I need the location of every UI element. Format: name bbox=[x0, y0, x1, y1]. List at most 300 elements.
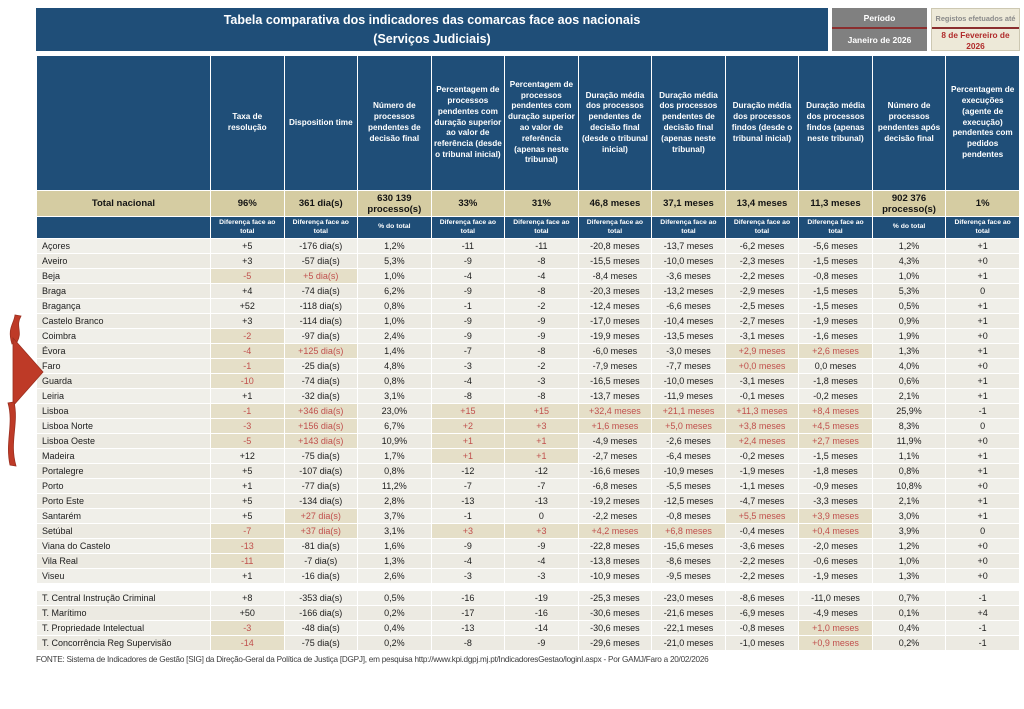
data-cell: +143 dia(s) bbox=[284, 434, 358, 449]
data-cell: +156 dia(s) bbox=[284, 419, 358, 434]
data-cell: -14 bbox=[505, 621, 579, 636]
data-cell: -1,5 meses bbox=[799, 254, 873, 269]
data-cell: -3 bbox=[505, 374, 579, 389]
subheader-cell: Diferença face ao total bbox=[578, 217, 652, 239]
table-row bbox=[37, 359, 1020, 374]
row-label: Faro bbox=[37, 359, 211, 374]
data-cell: -1 bbox=[431, 509, 505, 524]
data-cell: 4,3% bbox=[872, 254, 946, 269]
data-cell: -17 bbox=[431, 606, 505, 621]
data-cell: -6,0 meses bbox=[578, 344, 652, 359]
data-cell: -2,6 meses bbox=[652, 434, 726, 449]
data-cell: -8 bbox=[505, 284, 579, 299]
table-row bbox=[37, 284, 1020, 299]
subheader-cell: Diferença face ao total bbox=[284, 217, 358, 239]
data-cell: +2 bbox=[431, 419, 505, 434]
data-cell: -1,5 meses bbox=[799, 449, 873, 464]
data-cell: +1 bbox=[505, 449, 579, 464]
data-cell: -2,2 meses bbox=[725, 554, 799, 569]
data-cell: +3 bbox=[505, 419, 579, 434]
data-cell: 10,9% bbox=[358, 434, 432, 449]
data-cell: -16 bbox=[505, 606, 579, 621]
data-cell: +37 dia(s) bbox=[284, 524, 358, 539]
data-cell: +1 bbox=[211, 389, 285, 404]
data-cell: 0,4% bbox=[872, 621, 946, 636]
data-cell: +3,8 meses bbox=[725, 419, 799, 434]
data-cell: -6,6 meses bbox=[652, 299, 726, 314]
data-cell: +1 bbox=[946, 314, 1020, 329]
data-cell: +5 bbox=[211, 239, 285, 254]
data-cell: -22,1 meses bbox=[652, 621, 726, 636]
data-cell: -13 bbox=[431, 494, 505, 509]
data-cell: -3,3 meses bbox=[799, 494, 873, 509]
column-header: Percentagem de processos pendentes com duração superior ao valor de referência (apenas neste tribunal) bbox=[505, 56, 579, 191]
data-cell: -10,0 meses bbox=[652, 374, 726, 389]
data-cell: -13,8 meses bbox=[578, 554, 652, 569]
table-row bbox=[37, 434, 1020, 449]
data-cell: 0,1% bbox=[872, 606, 946, 621]
row-label: Santarém bbox=[37, 509, 211, 524]
data-cell: -2,5 meses bbox=[725, 299, 799, 314]
data-cell: -353 dia(s) bbox=[284, 591, 358, 606]
data-cell: 0,7% bbox=[872, 591, 946, 606]
row-label: T. Marítimo bbox=[37, 606, 211, 621]
table-row bbox=[37, 419, 1020, 434]
data-cell: -8 bbox=[505, 344, 579, 359]
column-header: Percentagem de execuções (agente de execução) pendentes com pedidos pendentes bbox=[946, 56, 1020, 191]
row-label: Viana do Castelo bbox=[37, 539, 211, 554]
total-row-label: Total nacional bbox=[37, 191, 211, 217]
data-cell: -9,5 meses bbox=[652, 569, 726, 584]
table-row bbox=[37, 606, 1020, 621]
data-cell: -4,9 meses bbox=[799, 606, 873, 621]
registos-box bbox=[931, 8, 1020, 51]
data-cell: -20,8 meses bbox=[578, 239, 652, 254]
data-cell: -2 bbox=[505, 299, 579, 314]
data-cell: -1,6 meses bbox=[799, 329, 873, 344]
data-cell: -1,5 meses bbox=[799, 299, 873, 314]
row-label: Setúbal bbox=[37, 524, 211, 539]
data-cell: 0 bbox=[946, 284, 1020, 299]
data-cell: 25,9% bbox=[872, 404, 946, 419]
data-cell: +5,0 meses bbox=[652, 419, 726, 434]
data-cell: -9 bbox=[505, 636, 579, 651]
data-cell: -2 bbox=[505, 359, 579, 374]
data-cell: 2,8% bbox=[358, 494, 432, 509]
data-cell: -2,7 meses bbox=[725, 314, 799, 329]
data-cell: 6,7% bbox=[358, 419, 432, 434]
data-cell: -0,2 meses bbox=[799, 389, 873, 404]
data-cell: -7 bbox=[431, 479, 505, 494]
data-cell: +1 bbox=[946, 464, 1020, 479]
data-cell: +5,5 meses bbox=[725, 509, 799, 524]
data-cell: -75 dia(s) bbox=[284, 636, 358, 651]
row-label: Évora bbox=[37, 344, 211, 359]
data-cell: -1,9 meses bbox=[799, 569, 873, 584]
data-cell: -0,4 meses bbox=[725, 524, 799, 539]
data-cell: 1,2% bbox=[872, 539, 946, 554]
data-cell: +2,4 meses bbox=[725, 434, 799, 449]
period-label: Período bbox=[832, 8, 927, 29]
data-cell: 0,6% bbox=[872, 374, 946, 389]
data-cell: -134 dia(s) bbox=[284, 494, 358, 509]
data-cell: 3,1% bbox=[358, 389, 432, 404]
data-cell: -12,5 meses bbox=[652, 494, 726, 509]
data-cell: -10,0 meses bbox=[652, 254, 726, 269]
data-cell: -9 bbox=[431, 539, 505, 554]
data-cell: +0 bbox=[946, 569, 1020, 584]
data-cell: +1 bbox=[946, 389, 1020, 404]
table-row bbox=[37, 239, 1020, 254]
report-title-line2: (Serviços Judiciais) bbox=[373, 31, 491, 46]
data-cell: +5 bbox=[211, 464, 285, 479]
data-cell: -4 bbox=[431, 269, 505, 284]
data-cell: -77 dia(s) bbox=[284, 479, 358, 494]
data-cell: 4,0% bbox=[872, 359, 946, 374]
data-cell: +2,7 meses bbox=[799, 434, 873, 449]
total-value: 361 dia(s) bbox=[284, 191, 358, 217]
subheader-cell: Diferença face ao total bbox=[505, 217, 579, 239]
data-cell: +1 bbox=[946, 344, 1020, 359]
data-cell: -9 bbox=[505, 539, 579, 554]
data-cell: -17,0 meses bbox=[578, 314, 652, 329]
data-cell: 4,8% bbox=[358, 359, 432, 374]
data-cell: 2,1% bbox=[872, 494, 946, 509]
corner-cell bbox=[37, 56, 211, 191]
data-cell: 2,4% bbox=[358, 329, 432, 344]
data-cell: -5 bbox=[211, 434, 285, 449]
data-cell: 1,0% bbox=[872, 554, 946, 569]
data-cell: -2,2 meses bbox=[578, 509, 652, 524]
total-value: 31% bbox=[505, 191, 579, 217]
data-cell: -16 dia(s) bbox=[284, 569, 358, 584]
data-cell: -4,9 meses bbox=[578, 434, 652, 449]
data-cell: +3,9 meses bbox=[799, 509, 873, 524]
data-cell: -2,2 meses bbox=[725, 569, 799, 584]
table-row bbox=[37, 344, 1020, 359]
data-cell: -12 bbox=[431, 464, 505, 479]
data-cell: -32 dia(s) bbox=[284, 389, 358, 404]
data-cell: -1 bbox=[946, 404, 1020, 419]
data-cell: 0,2% bbox=[358, 606, 432, 621]
data-cell: +0 bbox=[946, 539, 1020, 554]
data-cell: -7 bbox=[505, 479, 579, 494]
table-row bbox=[37, 404, 1020, 419]
data-cell: -10,9 meses bbox=[578, 569, 652, 584]
row-label: Castelo Branco bbox=[37, 314, 211, 329]
data-cell: 0 bbox=[505, 509, 579, 524]
report-title-line1: Tabela comparativa dos indicadores das comarcas face aos nacionais bbox=[223, 12, 641, 27]
data-cell: 1,4% bbox=[358, 344, 432, 359]
column-header: Taxa de resolução bbox=[211, 56, 285, 191]
data-cell: -0,1 meses bbox=[725, 389, 799, 404]
table-row bbox=[37, 314, 1020, 329]
column-header: Duração média dos processos pendentes de decisão final (desde o tribunal inicial) bbox=[578, 56, 652, 191]
data-cell: +1 bbox=[946, 509, 1020, 524]
special-courts-table bbox=[36, 590, 1020, 651]
table-row bbox=[37, 554, 1020, 569]
data-cell: -1 bbox=[211, 359, 285, 374]
data-cell: -7 bbox=[431, 344, 505, 359]
data-cell: -6,8 meses bbox=[578, 479, 652, 494]
data-cell: -13 bbox=[505, 494, 579, 509]
subheader-cell: Diferença face ao total bbox=[799, 217, 873, 239]
data-cell: -5 bbox=[211, 269, 285, 284]
data-cell: -25,3 meses bbox=[578, 591, 652, 606]
comparative-indicators-report bbox=[36, 8, 1020, 664]
data-cell: +1 bbox=[431, 434, 505, 449]
data-cell: -15,5 meses bbox=[578, 254, 652, 269]
data-cell: -0,8 meses bbox=[652, 509, 726, 524]
data-cell: -11 bbox=[431, 239, 505, 254]
data-cell: +8 bbox=[211, 591, 285, 606]
data-cell: -5,6 meses bbox=[799, 239, 873, 254]
data-cell: 0,8% bbox=[872, 464, 946, 479]
data-cell: 1,9% bbox=[872, 329, 946, 344]
row-label: Portalegre bbox=[37, 464, 211, 479]
data-cell: -1,1 meses bbox=[725, 479, 799, 494]
data-cell: +0,9 meses bbox=[799, 636, 873, 651]
data-cell: +15 bbox=[505, 404, 579, 419]
data-cell: -10,4 meses bbox=[652, 314, 726, 329]
data-cell: -1,8 meses bbox=[799, 374, 873, 389]
subheader-cell: % do total bbox=[358, 217, 432, 239]
registos-label: Registos efetuados até bbox=[932, 9, 1019, 29]
subheader-cell: Diferença face ao total bbox=[431, 217, 505, 239]
data-cell: -2 bbox=[211, 329, 285, 344]
data-cell: -10,9 meses bbox=[652, 464, 726, 479]
data-cell: -8 bbox=[431, 389, 505, 404]
data-cell: 0 bbox=[946, 419, 1020, 434]
row-label: T. Central Instrução Criminal bbox=[37, 591, 211, 606]
data-cell: 0 bbox=[946, 524, 1020, 539]
data-cell: +27 dia(s) bbox=[284, 509, 358, 524]
data-cell: +1 bbox=[946, 449, 1020, 464]
data-cell: -3,1 meses bbox=[725, 329, 799, 344]
data-cell: -19,2 meses bbox=[578, 494, 652, 509]
data-cell: +0 bbox=[946, 359, 1020, 374]
data-cell: -3,6 meses bbox=[652, 269, 726, 284]
data-cell: -7,7 meses bbox=[652, 359, 726, 374]
data-cell: 0,8% bbox=[358, 299, 432, 314]
data-cell: -21,6 meses bbox=[652, 606, 726, 621]
table-row bbox=[37, 299, 1020, 314]
data-cell: 1,1% bbox=[872, 449, 946, 464]
data-cell: +4,2 meses bbox=[578, 524, 652, 539]
data-cell: +0,0 meses bbox=[725, 359, 799, 374]
row-label: Lisboa Oeste bbox=[37, 434, 211, 449]
period-value: Janeiro de 2026 bbox=[847, 35, 912, 45]
table-row bbox=[37, 569, 1020, 584]
total-nacional-row bbox=[37, 191, 1020, 217]
red-annotation-arrow-icon bbox=[2, 302, 46, 470]
data-cell: +0 bbox=[946, 479, 1020, 494]
data-cell: -8,4 meses bbox=[578, 269, 652, 284]
table-row bbox=[37, 621, 1020, 636]
data-cell: -1 bbox=[431, 299, 505, 314]
data-cell: 0,2% bbox=[872, 636, 946, 651]
data-cell: -9 bbox=[431, 329, 505, 344]
data-cell: -14 bbox=[211, 636, 285, 651]
data-cell: -0,8 meses bbox=[725, 621, 799, 636]
data-cell: -0,2 meses bbox=[725, 449, 799, 464]
data-cell: +2,9 meses bbox=[725, 344, 799, 359]
data-cell: -3 bbox=[211, 419, 285, 434]
table-row bbox=[37, 374, 1020, 389]
total-value: 1% bbox=[946, 191, 1020, 217]
data-cell: -13 bbox=[211, 539, 285, 554]
data-cell: +0 bbox=[946, 554, 1020, 569]
row-label: Porto Este bbox=[37, 494, 211, 509]
data-cell: -8,6 meses bbox=[652, 554, 726, 569]
table-row bbox=[37, 254, 1020, 269]
data-cell: 5,3% bbox=[358, 254, 432, 269]
data-cell: -12 bbox=[505, 464, 579, 479]
data-cell: 2,1% bbox=[872, 389, 946, 404]
column-header: Duração média dos processos pendentes de decisão final (apenas neste tribunal) bbox=[652, 56, 726, 191]
data-cell: -114 dia(s) bbox=[284, 314, 358, 329]
data-cell: +0,4 meses bbox=[799, 524, 873, 539]
data-cell: -74 dia(s) bbox=[284, 284, 358, 299]
data-cell: 0,5% bbox=[872, 299, 946, 314]
column-header: Duração média dos processos findos (desde o tribunal inicial) bbox=[725, 56, 799, 191]
subheader-cell: Diferença face ao total bbox=[652, 217, 726, 239]
data-cell: 0,8% bbox=[358, 374, 432, 389]
row-label: T. Concorrência Reg Supervisão bbox=[37, 636, 211, 651]
row-label: Açores bbox=[37, 239, 211, 254]
data-cell: -30,6 meses bbox=[578, 621, 652, 636]
data-cell: +4 bbox=[211, 284, 285, 299]
data-cell: -4 bbox=[211, 344, 285, 359]
total-value: 33% bbox=[431, 191, 505, 217]
data-cell: 1,7% bbox=[358, 449, 432, 464]
row-label: Leiria bbox=[37, 389, 211, 404]
data-cell: 0,2% bbox=[358, 636, 432, 651]
data-cell: -57 dia(s) bbox=[284, 254, 358, 269]
data-cell: -21,0 meses bbox=[652, 636, 726, 651]
data-cell: 1,3% bbox=[358, 554, 432, 569]
row-label: T. Propriedade Intelectual bbox=[37, 621, 211, 636]
data-cell: -7,9 meses bbox=[578, 359, 652, 374]
data-cell: +6,8 meses bbox=[652, 524, 726, 539]
data-cell: +32,4 meses bbox=[578, 404, 652, 419]
period-box bbox=[832, 8, 927, 51]
data-cell: -2,0 meses bbox=[799, 539, 873, 554]
total-value: 11,3 meses bbox=[799, 191, 873, 217]
table-row bbox=[37, 479, 1020, 494]
data-cell: 0,0 meses bbox=[799, 359, 873, 374]
table-row bbox=[37, 636, 1020, 651]
data-cell: -2,7 meses bbox=[578, 449, 652, 464]
data-cell: -9 bbox=[431, 284, 505, 299]
total-value: 96% bbox=[211, 191, 285, 217]
data-cell: -19 bbox=[505, 591, 579, 606]
data-cell: -9 bbox=[431, 254, 505, 269]
data-cell: 0,4% bbox=[358, 621, 432, 636]
data-cell: +4 bbox=[946, 606, 1020, 621]
data-cell: 1,0% bbox=[358, 314, 432, 329]
data-cell: -30,6 meses bbox=[578, 606, 652, 621]
data-cell: -4 bbox=[505, 269, 579, 284]
row-label: Braga bbox=[37, 284, 211, 299]
data-cell: -16,5 meses bbox=[578, 374, 652, 389]
table-row bbox=[37, 449, 1020, 464]
data-cell: -1,9 meses bbox=[799, 314, 873, 329]
data-cell: -6,4 meses bbox=[652, 449, 726, 464]
table-row bbox=[37, 509, 1020, 524]
table-row bbox=[37, 464, 1020, 479]
data-cell: 0,5% bbox=[358, 591, 432, 606]
comarcas-table bbox=[36, 55, 1020, 584]
data-cell: -16 bbox=[431, 591, 505, 606]
data-cell: -8 bbox=[505, 254, 579, 269]
data-cell: -3,0 meses bbox=[652, 344, 726, 359]
data-cell: +21,1 meses bbox=[652, 404, 726, 419]
data-cell: -13 bbox=[431, 621, 505, 636]
data-cell: -2,2 meses bbox=[725, 269, 799, 284]
data-cell: -1,8 meses bbox=[799, 464, 873, 479]
data-cell: -4 bbox=[505, 554, 579, 569]
data-cell: -2,3 meses bbox=[725, 254, 799, 269]
data-cell: +5 bbox=[211, 494, 285, 509]
table-row bbox=[37, 494, 1020, 509]
data-cell: +1 bbox=[946, 239, 1020, 254]
data-cell: -1 bbox=[946, 591, 1020, 606]
data-cell: -1,9 meses bbox=[725, 464, 799, 479]
data-cell: +50 bbox=[211, 606, 285, 621]
data-cell: +1,6 meses bbox=[578, 419, 652, 434]
data-cell: 11,9% bbox=[872, 434, 946, 449]
data-cell: +346 dia(s) bbox=[284, 404, 358, 419]
subheader-row bbox=[37, 217, 1020, 239]
data-cell: +4,5 meses bbox=[799, 419, 873, 434]
data-cell: +1,0 meses bbox=[799, 621, 873, 636]
data-cell: -22,8 meses bbox=[578, 539, 652, 554]
data-cell: -13,5 meses bbox=[652, 329, 726, 344]
data-cell: -0,9 meses bbox=[799, 479, 873, 494]
data-cell: 3,9% bbox=[872, 524, 946, 539]
data-cell: -1 bbox=[946, 621, 1020, 636]
data-cell: +15 bbox=[431, 404, 505, 419]
row-label: Porto bbox=[37, 479, 211, 494]
data-cell: -9 bbox=[505, 329, 579, 344]
data-cell: -0,6 meses bbox=[799, 554, 873, 569]
table-row bbox=[37, 329, 1020, 344]
data-cell: -10 bbox=[211, 374, 285, 389]
data-cell: +125 dia(s) bbox=[284, 344, 358, 359]
data-cell: -118 dia(s) bbox=[284, 299, 358, 314]
report-title bbox=[36, 8, 828, 51]
total-value: 902 376 processo(s) bbox=[872, 191, 946, 217]
data-cell: 6,2% bbox=[358, 284, 432, 299]
column-header: Número de processos pendentes após decisão final bbox=[872, 56, 946, 191]
data-cell: -13,2 meses bbox=[652, 284, 726, 299]
data-cell: -3 bbox=[431, 569, 505, 584]
data-cell: -7 bbox=[211, 524, 285, 539]
data-cell: -8 bbox=[431, 636, 505, 651]
data-cell: -11,9 meses bbox=[652, 389, 726, 404]
data-cell: 1,0% bbox=[872, 269, 946, 284]
table-row bbox=[37, 389, 1020, 404]
data-cell: +0 bbox=[946, 329, 1020, 344]
data-cell: -3 bbox=[505, 569, 579, 584]
data-cell: +1 bbox=[946, 299, 1020, 314]
data-cell: 1,2% bbox=[872, 239, 946, 254]
data-cell: -23,0 meses bbox=[652, 591, 726, 606]
subheader-cell: % do total bbox=[872, 217, 946, 239]
table-row bbox=[37, 524, 1020, 539]
data-cell: +5 dia(s) bbox=[284, 269, 358, 284]
